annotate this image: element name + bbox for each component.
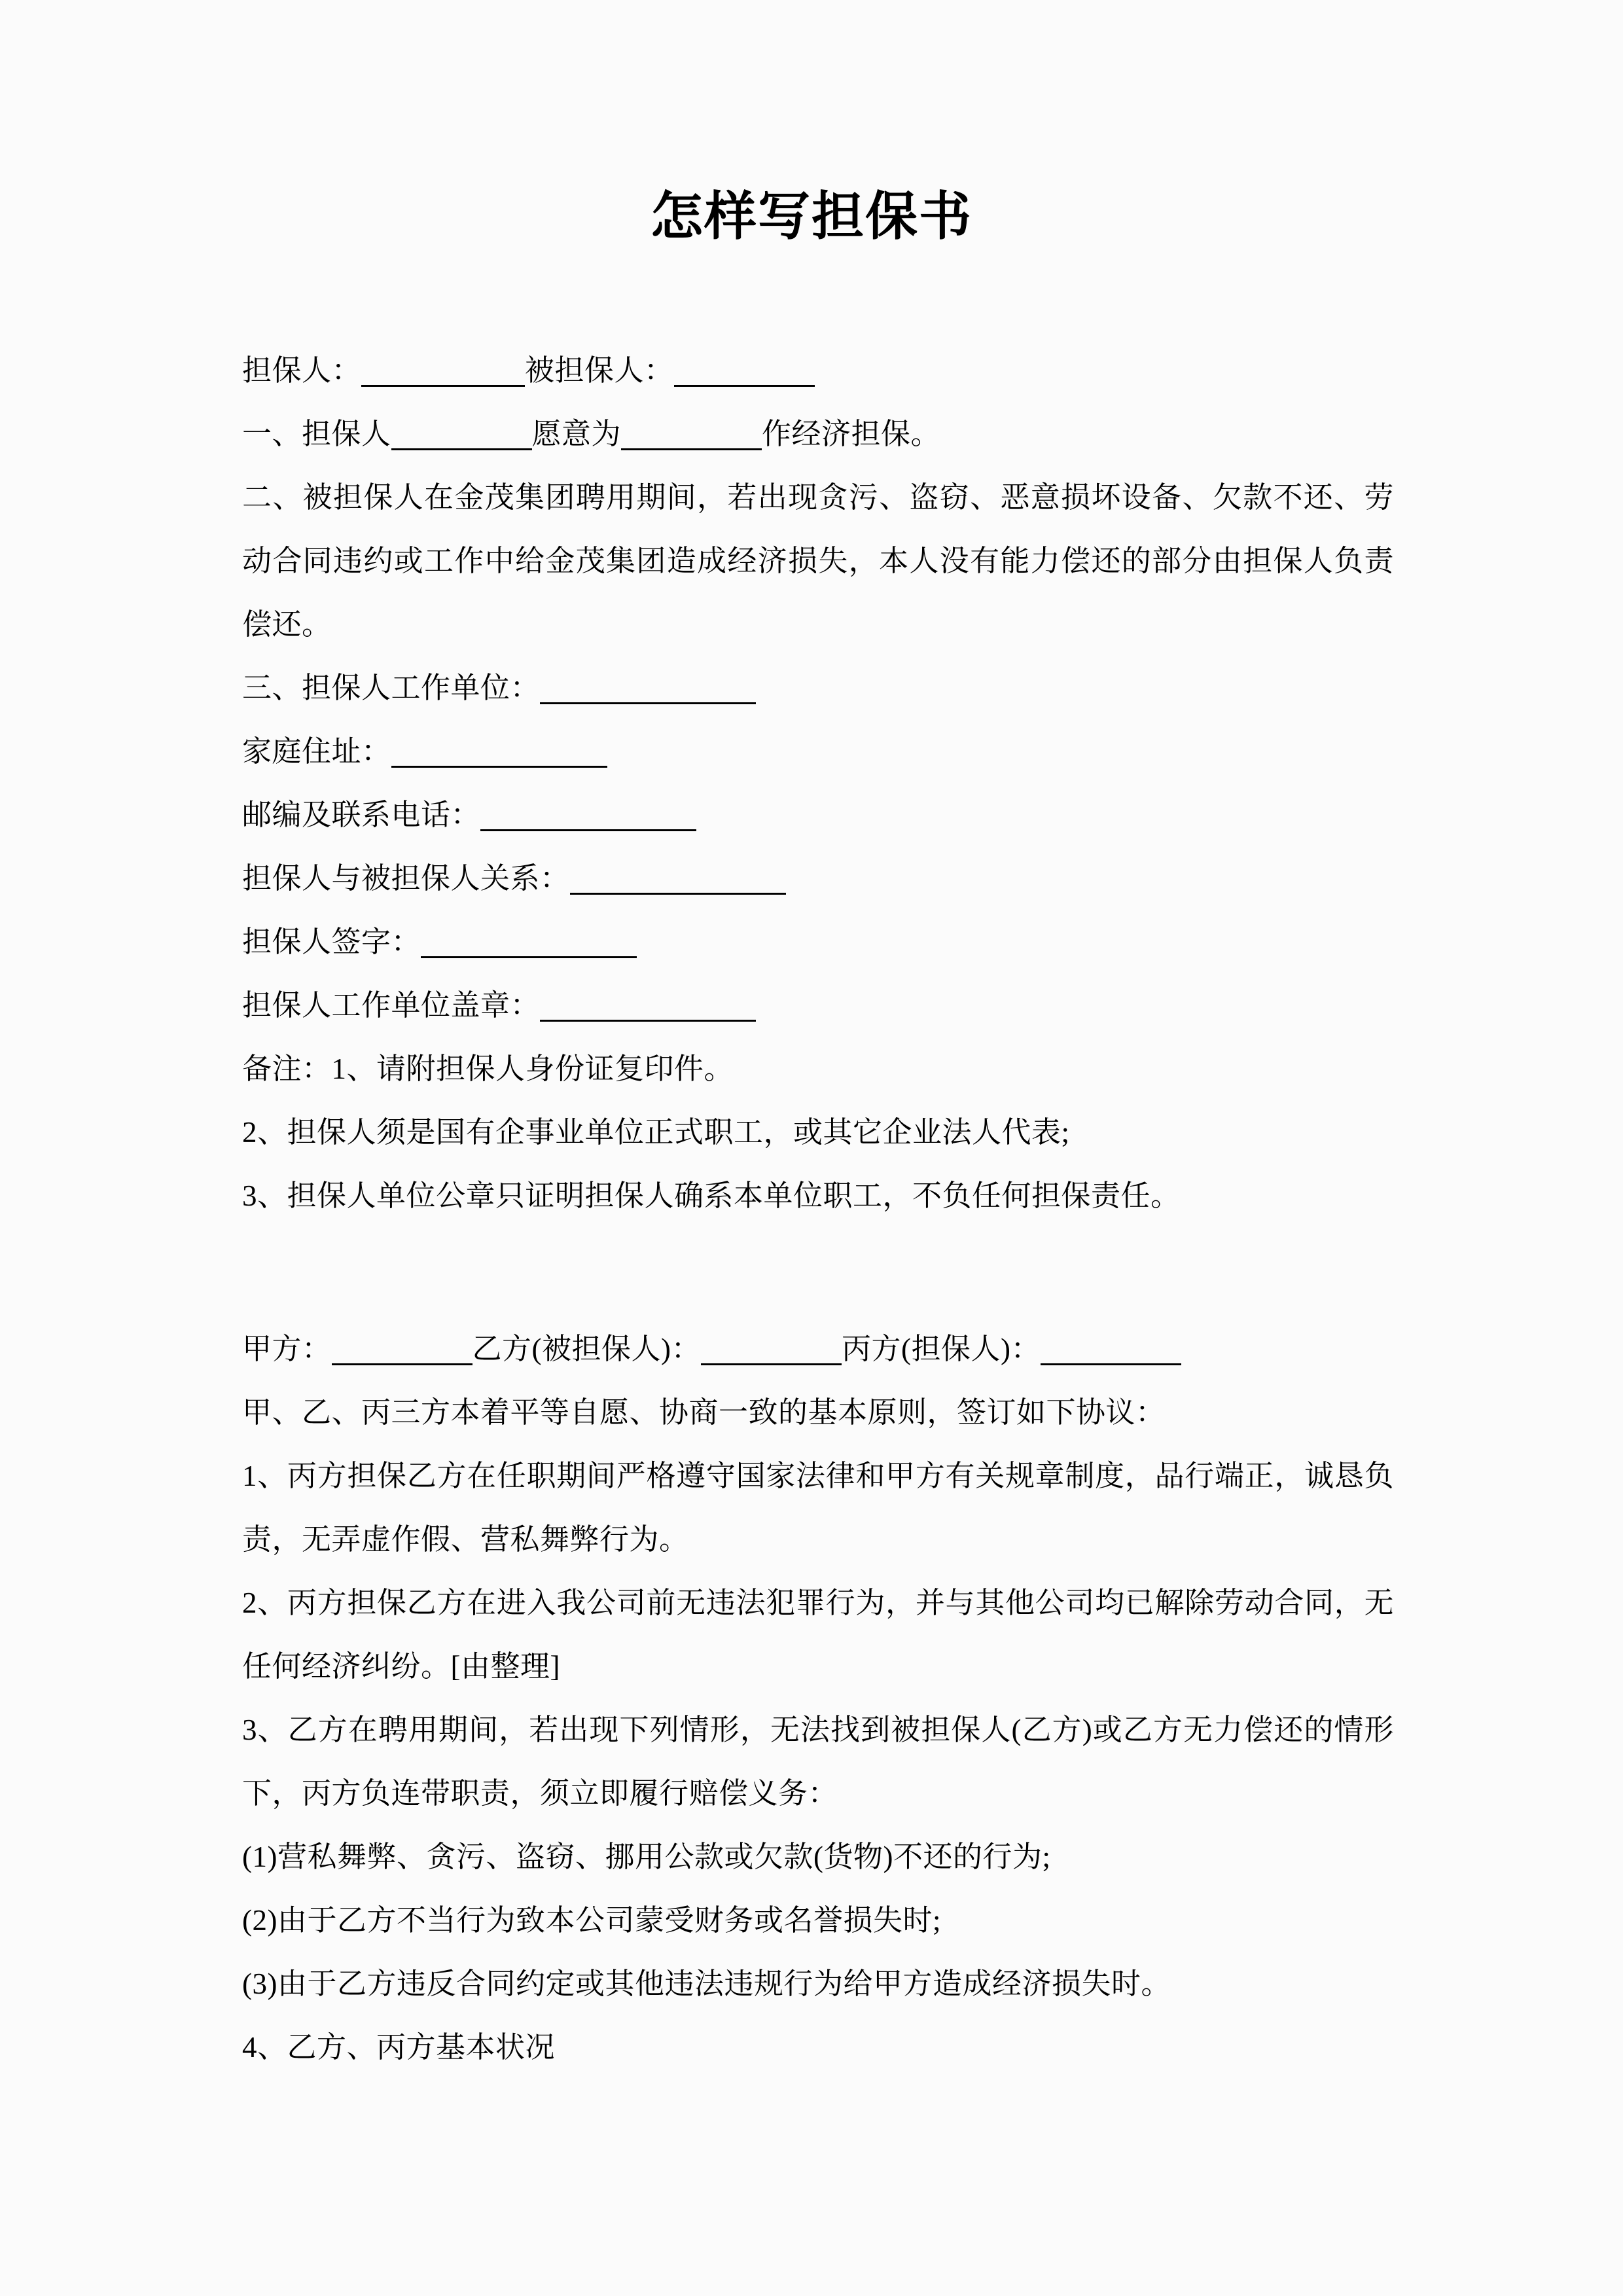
field-postcode-phone xyxy=(242,783,1394,847)
article-3-label: 三、担保人工作单位： xyxy=(242,672,541,704)
field-relationship-blank[interactable] xyxy=(570,869,786,895)
article-3 xyxy=(242,656,1394,720)
section-gap-extra xyxy=(242,1291,1394,1318)
field-relationship-label: 担保人与被担保人关系： xyxy=(242,862,570,895)
field-home-address-blank[interactable] xyxy=(391,742,607,768)
field-relationship xyxy=(242,847,1394,910)
guarantor-label: 担保人： xyxy=(242,354,362,387)
party-line xyxy=(242,339,1394,403)
field-postcode-phone-label: 邮编及联系电话： xyxy=(242,798,481,831)
work-unit-blank[interactable] xyxy=(540,679,756,704)
field-company-seal-blank[interactable] xyxy=(540,996,756,1022)
field-company-seal xyxy=(242,974,1394,1037)
note-2: 2、担保人须是国有企事业单位正式职工，或其它企业法人代表; xyxy=(242,1116,1070,1149)
section-gap xyxy=(242,1228,1394,1291)
article-2: 二、被担保人在金茂集团聘用期间，若出现贪污、盗窃、恶意损坏设备、欠款不还、劳动合同违约或工作中给金茂集团造成经济损失，本人没有能力偿还的部分由担保人负责偿还。 xyxy=(242,481,1394,641)
guaranteed-blank[interactable] xyxy=(674,361,815,387)
article-1 xyxy=(242,403,1394,466)
field-home-address-label: 家庭住址： xyxy=(242,735,391,768)
agreement-preamble: 甲、乙、丙三方本着平等自愿、协商一致的基本原则，签订如下协议： xyxy=(242,1396,1166,1429)
article-1-prefix: 一、担保人 xyxy=(242,418,391,450)
note-3: 3、担保人单位公章只证明担保人确系本单位职工，不负任何担保责任。 xyxy=(242,1179,1181,1212)
field-home-address xyxy=(242,720,1394,783)
page-title: 怎样写担保书 xyxy=(651,188,972,246)
field-company-seal-label: 担保人工作单位盖章： xyxy=(242,989,541,1022)
document-body xyxy=(242,339,1394,2079)
field-signature-label: 担保人签字： xyxy=(242,925,421,958)
article-1-suffix: 作经济担保。 xyxy=(762,418,941,450)
party-a-label: 甲方： xyxy=(242,1333,332,1365)
field-signature xyxy=(242,910,1394,974)
party-a-blank[interactable] xyxy=(332,1340,473,1365)
article-1-blank-2[interactable] xyxy=(621,425,762,450)
article-1-blank-1[interactable] xyxy=(391,425,532,450)
party-c-label: 丙方(担保人)： xyxy=(842,1333,1041,1365)
agreement-subclause-1: (1)营私舞弊、贪污、盗窃、挪用公款或欠款(货物)不还的行为; xyxy=(242,1840,1051,1873)
agreement-clause-3: 3、乙方在聘用期间，若出现下列情形，无法找到被担保人(乙方)或乙方无力偿还的情形下，丙方负连带职责，须立即履行赔偿义务： xyxy=(242,1713,1394,1810)
agreement-parties-line xyxy=(242,1318,1394,1381)
agreement-clause-4: 4、乙方、丙方基本状况 xyxy=(242,2031,556,2064)
agreement-clause-2: 2、丙方担保乙方在进入我公司前无违法犯罪行为，并与其他公司均已解除劳动合同，无任何经济纠纷。[由整理] xyxy=(242,1587,1394,1683)
party-b-label: 乙方(被担保人)： xyxy=(472,1333,701,1365)
agreement-subclause-3: (3)由于乙方违反合同约定或其他违法违规行为给甲方造成经济损失时。 xyxy=(242,1967,1171,2000)
agreement-subclause-2: (2)由于乙方不当行为致本公司蒙受财务或名誉损失时; xyxy=(242,1904,941,1937)
party-c-blank[interactable] xyxy=(1041,1340,1181,1365)
guarantor-blank[interactable] xyxy=(361,361,525,387)
article-1-middle: 愿意为 xyxy=(531,418,622,450)
field-postcode-phone-blank[interactable] xyxy=(480,806,696,831)
agreement-clause-1: 1、丙方担保乙方在任职期间严格遵守国家法律和甲方有关规章制度，品行端正，诚恳负责，无弄虚作假、营私舞弊行为。 xyxy=(242,1460,1394,1556)
field-signature-blank[interactable] xyxy=(421,933,637,958)
guaranteed-label: 被担保人： xyxy=(525,354,674,387)
party-b-blank[interactable] xyxy=(701,1340,842,1365)
note-1: 备注：1、请附担保人身份证复印件。 xyxy=(242,1052,734,1085)
